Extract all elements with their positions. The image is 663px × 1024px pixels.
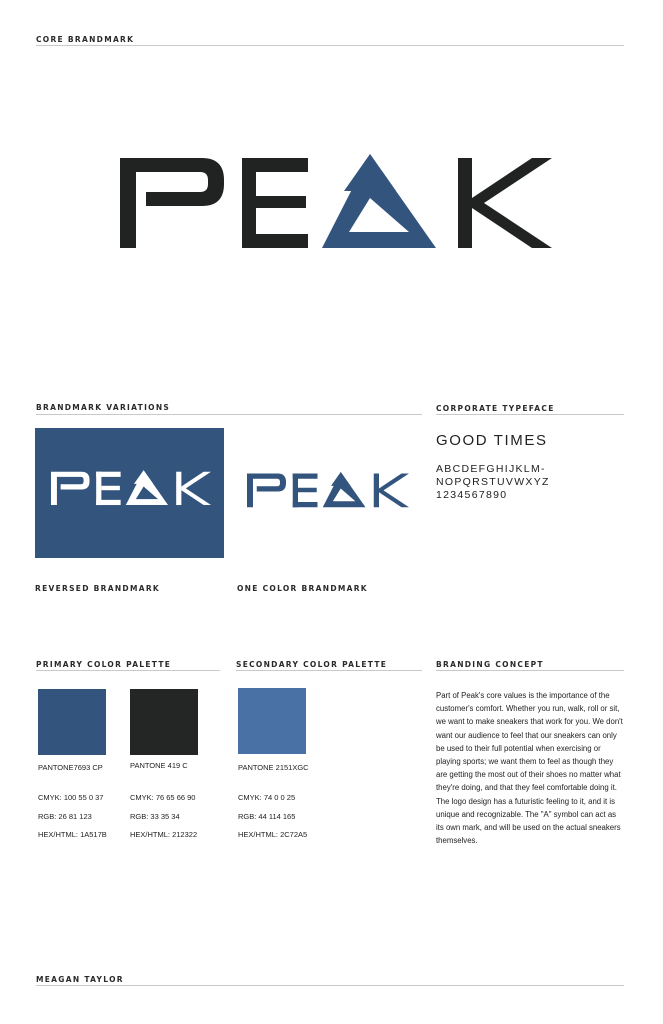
footer-author: MEAGAN TAYLOR	[36, 975, 124, 984]
color-swatch-primary-black	[130, 689, 198, 755]
peak-logo-reversed	[51, 470, 211, 506]
rgb-value: RGB: 33 35 34	[130, 812, 180, 821]
pantone-label: PANTONE7693 CP	[38, 763, 103, 772]
section-label-concept: BRANDING CONCEPT	[436, 660, 544, 669]
rgb-value: RGB: 26 81 123	[38, 812, 92, 821]
branding-concept-text: Part of Peak's core values is the importance of the customer's comfort. Whether you run, walk, roll or sit, we want to make sneakers that work for you. We don't want our audience to feel that our sneakers can only be used to their full potential when exercising or playing sports; we want them to feel as though they are getting the most out of their shoes no matter what they're doing, and that they feel comfortable doing it. The logo design has a futuristic feeling to it, and it is unique and recognizable. The "A" symbol can act as its own mark, and will be used on the actual sneakers themselves.	[436, 691, 623, 846]
reversed-brandmark-block	[35, 428, 224, 558]
typeface-alphabet-line-1: ABCDEFGHIJKLM-	[436, 463, 546, 475]
cmyk-value: CMYK: 74 0 0 25	[238, 793, 296, 802]
rgb-value: RGB: 44 114 165	[238, 812, 296, 821]
peak-logo-one-color	[247, 472, 409, 508]
divider	[36, 985, 624, 986]
label-one-color-brandmark: ONE COLOR BRANDMARK	[237, 584, 368, 593]
divider	[436, 670, 624, 671]
core-brandmark	[120, 154, 552, 250]
hex-value: HEX/HTML: 2C72A5	[238, 830, 308, 839]
color-swatch-primary-blue	[38, 689, 106, 755]
typeface-name: GOOD TIMES	[436, 432, 548, 449]
pantone-label: PANTONE 419 C	[130, 761, 188, 770]
peak-logo-core	[120, 154, 552, 250]
logo-letter-e	[242, 158, 308, 248]
section-label-secondary-palette: SECONDARY COLOR PALETTE	[236, 660, 388, 669]
section-label-typeface: CORPORATE TYPEFACE	[436, 404, 555, 413]
logo-letter-a-triangle	[322, 154, 436, 248]
pantone-label: PANTONE 2151XGC	[238, 763, 309, 772]
hex-value: HEX/HTML: 1A517B	[38, 830, 107, 839]
typeface-numerals: 1234567890	[436, 489, 508, 501]
color-swatch-secondary-blue	[238, 688, 306, 754]
logo-letter-p	[120, 158, 224, 248]
section-label-variations: BRANDMARK VARIATIONS	[36, 403, 171, 412]
typeface-alphabet-line-2: NOPQRSTUVWXYZ	[436, 476, 550, 488]
cmyk-value: CMYK: 76 65 66 90	[130, 793, 196, 802]
cmyk-value: CMYK: 100 55 0 37	[38, 793, 104, 802]
divider	[36, 45, 624, 46]
label-reversed-brandmark: REVERSED BRANDMARK	[35, 584, 161, 593]
divider	[436, 414, 624, 415]
divider	[236, 670, 422, 671]
section-label-primary-palette: PRIMARY COLOR PALETTE	[36, 660, 172, 669]
hex-value: HEX/HTML: 212322	[130, 830, 198, 839]
one-color-brandmark	[247, 472, 409, 508]
section-label-core: CORE BRANDMARK	[36, 35, 135, 44]
divider	[36, 670, 220, 671]
divider	[36, 414, 422, 415]
logo-letter-k	[458, 158, 552, 248]
